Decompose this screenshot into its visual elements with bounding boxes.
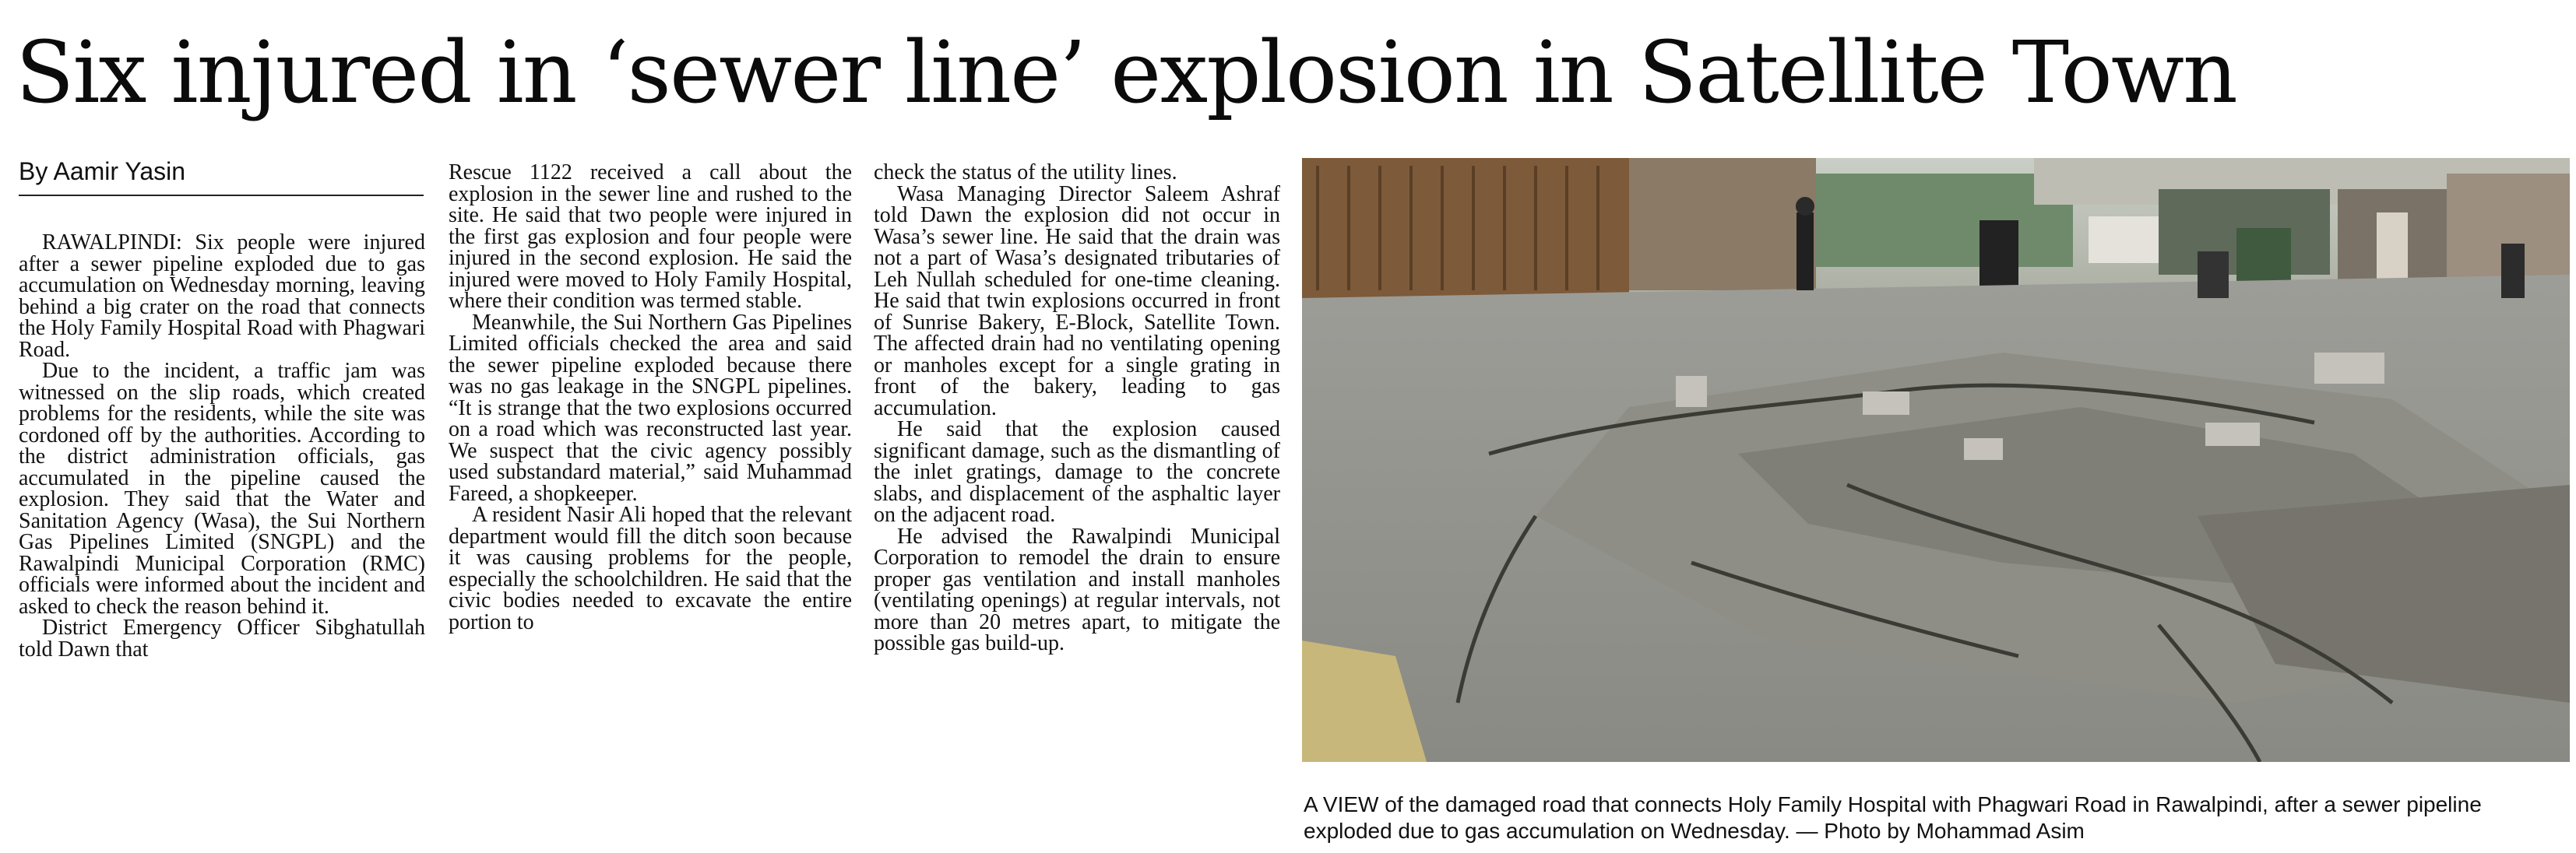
paragraph: Due to the incident, a traffic jam was witnessed on the slip roads, which created problems for the residents, while the site was cordoned off by the authorities. According to the district administration officials, gas accumulated in the pipeline caused the explosion. They said that the Water and Sanitation Agency (Wasa), the Sui Northern Gas Pipelines Limited (SNGPL) and the Rawalpindi Municipal Corporation (RMC) officials were informed about the incident and asked to check the reason behind it. [19,359,425,619]
article-column-3 [874,162,1280,655]
article-column-1 [19,232,425,660]
paragraph: Meanwhile, the Sui Northern Gas Pipelines Limited officials checked the area and said the sewer pipeline exploded because there was no gas leakage in the SNGPL pipelines. “It is strange that the two explosions occurred on a road which was reconstructed last year. We suspect that the civic agency possibly used substandard material,” said Muhammad Fareed, a shopkeeper. [449,310,852,506]
byline: By Aamir Yasin [19,157,186,185]
page-title: Six injured in ‘sewer line’ explosion in Satellite Town [16,23,2236,122]
paragraph: Rescue 1122 received a call about the explosion in the sewer line and rushed to the site. He said that two people were injured in the first gas explosion and four people were injured in the second explosion. He said the injured were moved to Holy Family Hospital, where their condition was termed stable. [449,160,852,313]
paragraph: A resident Nasir Ali hoped that the relevant department would fill the ditch soon because it was causing problems for the people, especially the schoolchildren. He said that the civic bodies needed to excavate the entire portion to [449,503,852,634]
byline-rule [19,195,424,196]
paragraph: Wasa Managing Director Saleem Ashraf told Dawn the explosion did not occur in Wasa’s sewer line. He said that the drain was not a part of Wasa’s designated tributaries of Leh Nullah scheduled for one-time cleaning. He said that twin explosions occurred in front of Sunrise Bakery, E-Block, Satellite Town. The affected drain had no ventilating opening or manholes except for a single grating in front of the bakery, leading to gas accumulation. [874,181,1280,420]
paragraph: check the status of the utility lines. [874,160,1177,184]
damaged-road-photo [1302,158,2570,762]
paragraph: He said that the explosion caused significant damage, such as the dismantling of the inlet gratings, damage to the concrete slabs, and displacement of the asphaltic layer on the adjacent road. [874,417,1280,527]
paragraph: He advised the Rawalpindi Municipal Corporation to remodel the drain to ensure proper gas ventilation and install manholes (ventilating openings) at regular intervals, not more than 20 metres apart, to mitigate the possible gas build-up. [874,524,1280,655]
paragraph: District Emergency Officer Sibghatullah told Dawn that [19,616,425,662]
photo-caption: A VIEW of the damaged road that connects Holy Family Hospital with Phagwari Road in Rawalpindi, after a sewer pipeline exploded due to gas accumulation on Wednesday. — Photo by Mohammad Asim [1304,792,2482,843]
news-photo [1302,158,2570,762]
paragraph: RAWALPINDI: Six people were injured after a sewer pipeline exploded due to gas accumulation on Wednesday morning, leaving behind a big crater on the road that connects the Holy Family Hospital Road with Phagwari Road. [19,230,425,362]
article-column-2 [449,162,852,633]
